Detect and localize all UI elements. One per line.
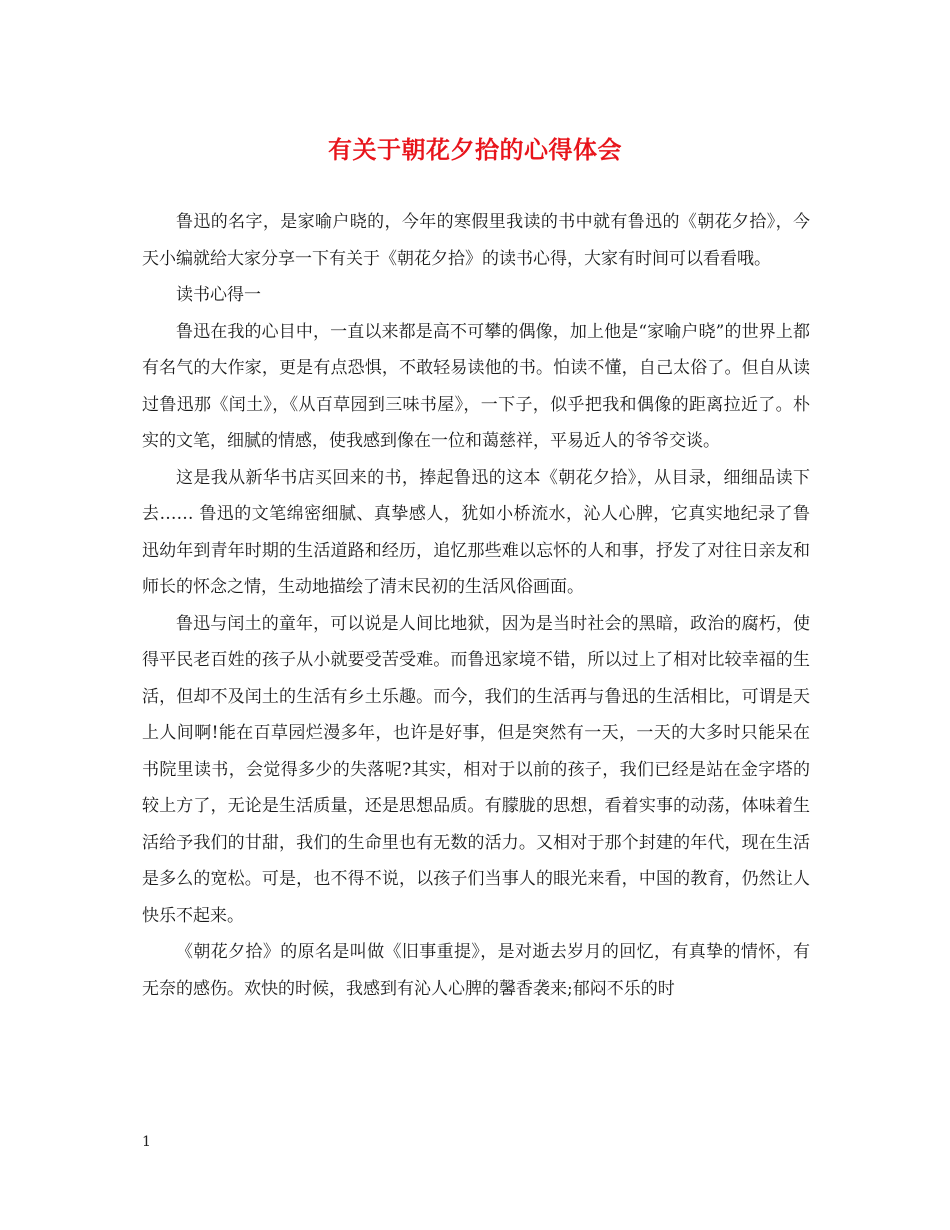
paragraph-intro: 鲁迅的名字，是家喻户晓的，今年的寒假里我读的书中就有鲁迅的《朝花夕拾》，今天小编就给大家分享一下有关于《朝花夕拾》的读书心得，大家有时间可以看看哦。 bbox=[142, 212, 810, 269]
document-title: 有关于朝花夕拾的心得体会 bbox=[328, 135, 622, 164]
paragraph: 这是我从新华书店买回来的书，捧起鲁迅的这本《朝花夕拾》，从目录，细细品读下去…… 鲁迅的文笔绵密细腻、真挚感人，犹如小桥流水，沁人心脾，它真实地纪录了鲁迅幼年到青年时期的生活道路和经历，追忆那些难以忘怀的人和事，抒发了对往日亲友和师长的怀念之情，生动地描绘了清末民初的生活风俗画面。 bbox=[142, 467, 810, 597]
paragraph: 鲁迅与闰土的童年，可以说是人间比地狱，因为是当时社会的黑暗，政治的腐朽，使得平民老百姓的孩子从小就要受苦受难。而鲁迅家境不错，所以过上了相对比较幸福的生活，但却不及闰土的生活有乡土乐趣。而今，我们的生活再与鲁迅的生活相比，可谓是天上人间啊!能在百草园烂漫多年，也许是好事，但是突然有一天，一天的大多时只能呆在书院里读书，会觉得多少的失落呢?其实，相对于以前的孩子，我们已经是站在金字塔的较上方了，无论是生活质量，还是思想品质。有朦胧的思想，看着实事的动荡，体味着生活给予我们的甘甜，我们的生命里也有无数的活力。又相对于那个封建的年代，现在生活是多么的宽松。可是，也不得不说，以孩子们当事人的眼光来看，中国的教育，仍然让人快乐不起来。 bbox=[142, 613, 810, 926]
section-heading: 读书心得一 bbox=[176, 285, 261, 305]
paragraph: 《朝花夕拾》的原名是叫做《旧事重提》，是对逝去岁月的回忆，有真挚的情怀，有无奈的感伤。欢快的时候，我感到有沁人心脾的馨香袭来;郁闷不乐的时 bbox=[142, 942, 810, 999]
page-number: 1 bbox=[142, 1134, 151, 1150]
paragraph: 鲁迅在我的心目中，一直以来都是高不可攀的偶像，加上他是“家喻户晓”的世界上都有名气的大作家，更是有点恐惧，不敢轻易读他的书。怕读不懂，自己太俗了。但自从读过鲁迅那《闰土》，《从百草园到三味书屋》，一下子，似乎把我和偶像的距离拉近了。朴实的文笔，细腻的情感，使我感到像在一位和蔼慈祥，平易近人的爷爷交谈。 bbox=[142, 321, 810, 451]
document-body bbox=[142, 204, 810, 1007]
